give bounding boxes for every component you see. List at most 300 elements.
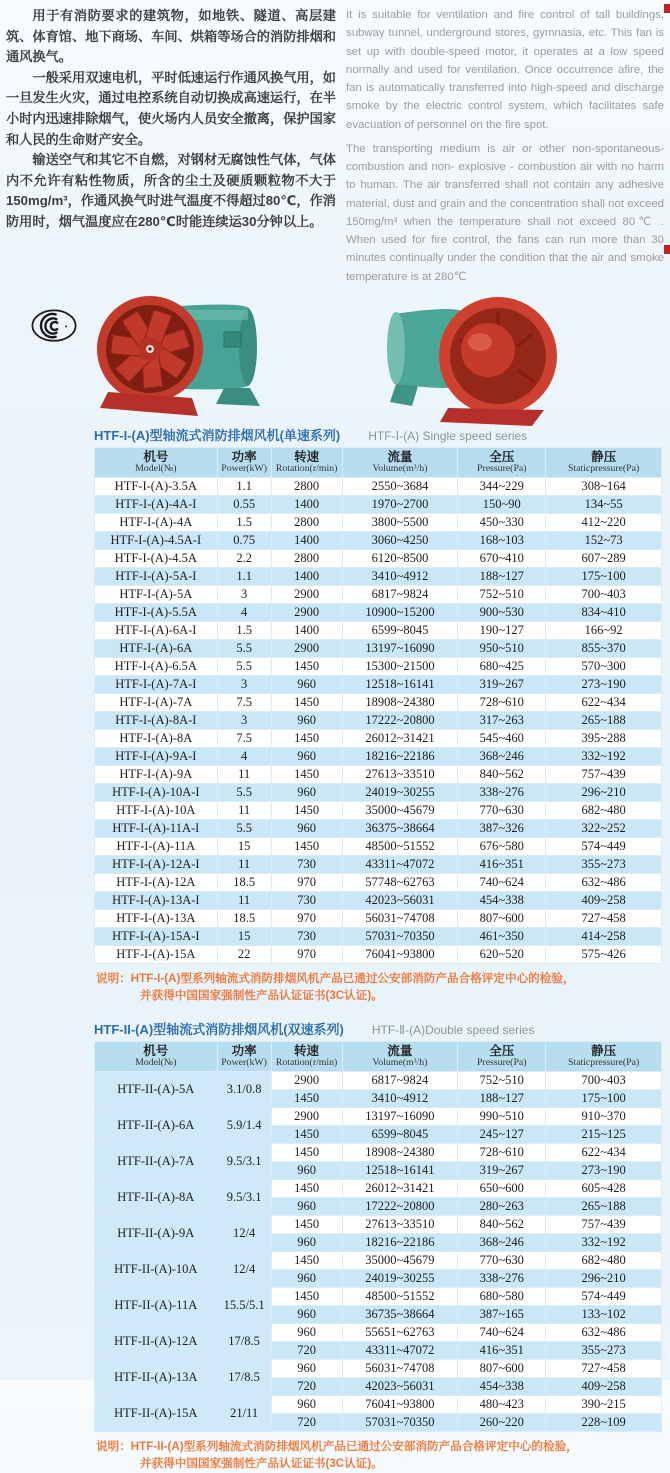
table2-cell: 728~610: [458, 1143, 546, 1161]
table1-cell: 1450: [271, 801, 342, 819]
table2-cell: 56031~74708: [342, 1359, 458, 1377]
table2-title: [94, 1019, 670, 1038]
table1-cell: 2900: [271, 639, 342, 657]
table1-cell: 35000~45679: [342, 801, 458, 819]
table2-cell: 12518~16141: [342, 1161, 458, 1179]
table1-cell: 168~103: [458, 531, 546, 549]
table1-cell: 166~92: [546, 621, 662, 639]
table1-cell: 26012~31421: [342, 729, 458, 747]
table1-row: [95, 477, 662, 495]
table1-cell: 13197~16090: [342, 639, 458, 657]
table1-row: [95, 585, 662, 603]
table2-model-cell: HTF-II-(A)-5A: [95, 1071, 218, 1107]
table1-cell: HTF-I-(A)-4.5A-I: [95, 531, 218, 549]
table1-cell: 188~127: [458, 567, 546, 585]
table1-cell: 3800~5500: [342, 513, 458, 531]
table1-cell: 395~288: [546, 729, 662, 747]
table2-row: [95, 1215, 662, 1233]
table1-cell: 11: [217, 801, 271, 819]
table2-cell: 175~100: [546, 1089, 662, 1107]
table1-row: [95, 909, 662, 927]
table1-cell: 1.1: [217, 567, 271, 585]
table1-row: [95, 819, 662, 837]
table1-cell: 2800: [271, 513, 342, 531]
table1-row: [95, 765, 662, 783]
table1-cell: HTF-I-(A)-10A: [95, 801, 218, 819]
table1-cell: 150~90: [458, 495, 546, 513]
table2-cell: 215~125: [546, 1125, 662, 1143]
table1-cell: 622~434: [546, 693, 662, 711]
table1-header-cell: 功率 Power(kW): [217, 447, 271, 477]
table1-cell: 36375~38664: [342, 819, 458, 837]
table1-note: [96, 970, 670, 1005]
table2-cell: 1450: [271, 1251, 342, 1269]
table1-cell: HTF-I-(A)-5.5A: [95, 603, 218, 621]
table1-cell: HTF-I-(A)-8A-I: [95, 711, 218, 729]
table1-cell: HTF-I-(A)-6.5A: [95, 657, 218, 675]
table2-cell: 76041~93800: [342, 1395, 458, 1413]
table2-cell: 454~338: [458, 1377, 546, 1395]
table1-cell: 273~190: [546, 675, 662, 693]
table1-cell: 18.5: [217, 873, 271, 891]
table1-cell: 727~458: [546, 909, 662, 927]
table2-cell: 332~192: [546, 1233, 662, 1251]
table1-cell: 960: [271, 819, 342, 837]
table2-cell: 6817~9824: [342, 1071, 458, 1089]
table2-cell: 43311~47072: [342, 1341, 458, 1359]
table2-cell: 355~273: [546, 1341, 662, 1359]
table1-cell: 676~580: [458, 837, 546, 855]
intro-en-paragraph-2: The transporting medium is air or other non-spontaneous-combustion and non- explosive - combustion air with no harm to human. The air transferred shall not contain any adhesive material, dust and grain and the concentration shall not exceed 150mg/m³ when the temperature shall not exceed 80℃ . When used for fire control, the fans can run more than 30 minutes continually under the condition that the air and smoke temperature is at 280℃: [346, 142, 664, 283]
table1-cell: 17222~20800: [342, 711, 458, 729]
table1-row: [95, 621, 662, 639]
table1-cell: HTF-I-(A)-3.5A: [95, 477, 218, 495]
table2-cell: 1450: [271, 1089, 342, 1107]
table1-row: [95, 837, 662, 855]
table1-cell: 11: [217, 855, 271, 873]
table2-power-cell: 21/11: [217, 1395, 271, 1431]
table1-cell: 2550~3684: [342, 477, 458, 495]
table1-cell: 970: [271, 909, 342, 927]
table1-header-cell: 转速 Rotation(r/min): [271, 447, 342, 477]
intro-cn-paragraph-2: 一般采用双速电机，平时低速运行作通风换气用，如一旦发生火灾，通过电控系统自动切换成高速运行，在半小时内迅速排除烟气，使火场内人员安全撤离，保护国家和人民的生命财产安全。: [6, 69, 336, 147]
table2-row: [95, 1071, 662, 1089]
table2-cell: 6599~8045: [342, 1125, 458, 1143]
table2-model-cell: HTF-II-(A)-11A: [95, 1287, 218, 1323]
table1-cell: 134~55: [546, 495, 662, 513]
table1-cell: 970: [271, 873, 342, 891]
table2-power-cell: 9.5/3.1: [217, 1143, 271, 1179]
table2-cell: 368~246: [458, 1233, 546, 1251]
table1-cell: 2900: [271, 585, 342, 603]
table1-cell: 42023~56031: [342, 891, 458, 909]
table2-cell: 840~562: [458, 1215, 546, 1233]
table2-model-cell: HTF-II-(A)-8A: [95, 1179, 218, 1215]
table2-power-cell: 12/4: [217, 1251, 271, 1287]
table2-cell: 960: [271, 1161, 342, 1179]
table1-row: [95, 855, 662, 873]
table2-power-cell: 15.5/5.1: [217, 1287, 271, 1323]
table1-cell: 840~562: [458, 765, 546, 783]
table2-cell: 416~351: [458, 1341, 546, 1359]
table1-cell: 730: [271, 927, 342, 945]
table1-cell: 322~252: [546, 819, 662, 837]
table2-cell: 680~580: [458, 1287, 546, 1305]
table2-cell: 2900: [271, 1071, 342, 1089]
table2-cell: 273~190: [546, 1161, 662, 1179]
table1-cell: 1970~2700: [342, 495, 458, 513]
table1-title-cn: HTF-I-(A)型轴流式消防排烟风机(单速系列): [94, 427, 341, 443]
table2-header-cell: 流量 Volume(m³/h): [342, 1041, 458, 1071]
table1-row: [95, 495, 662, 513]
table1-cell: 632~486: [546, 873, 662, 891]
table1-cell: 620~520: [458, 945, 546, 963]
table1-cell: 355~273: [546, 855, 662, 873]
table1-cell: 43311~47072: [342, 855, 458, 873]
table1-row: [95, 945, 662, 963]
table2-cell: 18908~24380: [342, 1143, 458, 1161]
page-edge-red-mark-top: [664, 4, 670, 13]
table2-cell: 27613~33510: [342, 1215, 458, 1233]
table2-title-cn: HTF-II-(A)型轴流式消防排烟风机(双速系列): [94, 1021, 344, 1037]
table1-cell: HTF-I-(A)-9A-I: [95, 747, 218, 765]
table1-cell: 700~403: [546, 585, 662, 603]
table1-cell: 387~326: [458, 819, 546, 837]
table1-cell: 319~267: [458, 675, 546, 693]
table1-note-line1: 说明：HTF-I-(A)型系列轴流式消防排烟风机产品已通过公安部消防产品合格评定中心的检验，: [96, 971, 575, 985]
table1-header-cell: 机号 Model(№): [95, 447, 218, 477]
table2-cell: 727~458: [546, 1359, 662, 1377]
table1-cell: 18216~22186: [342, 747, 458, 765]
table1-title-en: HTF-Ⅰ-(A) Single speed series: [368, 428, 528, 443]
table1-row: [95, 927, 662, 945]
table1-cell: 12518~16141: [342, 675, 458, 693]
table2-cell: 960: [271, 1269, 342, 1287]
table2-cell: 26012~31421: [342, 1179, 458, 1197]
table1-cell: 1450: [271, 657, 342, 675]
table1-cell: 1.5: [217, 621, 271, 639]
table2-cell: 245~127: [458, 1125, 546, 1143]
table1-cell: HTF-I-(A)-5A-I: [95, 567, 218, 585]
table1-cell: HTF-I-(A)-11A-I: [95, 819, 218, 837]
table1-cell: 15300~21500: [342, 657, 458, 675]
table1-cell: 1400: [271, 621, 342, 639]
table2-row: [95, 1143, 662, 1161]
double-speed-table: [94, 1041, 662, 1432]
table2-cell: 188~127: [458, 1089, 546, 1107]
table1-cell: 265~188: [546, 711, 662, 729]
table2-cell: 35000~45679: [342, 1251, 458, 1269]
table1-cell: HTF-I-(A)-4A: [95, 513, 218, 531]
table2-cell: 1450: [271, 1125, 342, 1143]
table1-cell: 0.75: [217, 531, 271, 549]
table1-cell: HTF-I-(A)-7A-I: [95, 675, 218, 693]
table2-power-cell: 17/8.5: [217, 1359, 271, 1395]
table1-note-line2: 并获得中国国家强制性产品认证证书(3C认证)。: [140, 989, 383, 1003]
table1-cell: 960: [271, 711, 342, 729]
table2-cell: 960: [271, 1197, 342, 1215]
table1-cell: 730: [271, 891, 342, 909]
table1-cell: 3: [217, 711, 271, 729]
table1-row: [95, 729, 662, 747]
table2-cell: 36735~38664: [342, 1305, 458, 1323]
table1-cell: 27613~33510: [342, 765, 458, 783]
table2-cell: 280~263: [458, 1197, 546, 1215]
intro-chinese: [6, 6, 336, 292]
table1-cell: HTF-I-(A)-15A-I: [95, 927, 218, 945]
intro-cn-paragraph-1: 用于有消防要求的建筑物，如地铁、隧道、高层建筑、体育馆、地下商场、车间、烘箱等场合的消防排烟和通风换气。: [6, 8, 336, 65]
table1-cell: 3060~4250: [342, 531, 458, 549]
table2-power-cell: 3.1/0.8: [217, 1071, 271, 1107]
table2-cell: 57031~70350: [342, 1413, 458, 1431]
table1-cell: 7.5: [217, 693, 271, 711]
table1-cell: 6599~8045: [342, 621, 458, 639]
table1-cell: 570~300: [546, 657, 662, 675]
intro-section: [0, 0, 670, 292]
table1-cell: HTF-I-(A)-12A: [95, 873, 218, 891]
table2-cell: 228~109: [546, 1413, 662, 1431]
table2-cell: 2900: [271, 1107, 342, 1125]
table2-power-cell: 5.9/1.4: [217, 1107, 271, 1143]
table1-cell: 960: [271, 675, 342, 693]
table1-cell: 57031~70350: [342, 927, 458, 945]
table1-cell: 5.5: [217, 639, 271, 657]
table1-cell: HTF-I-(A)-6A: [95, 639, 218, 657]
table1-row: [95, 549, 662, 567]
table2-model-cell: HTF-II-(A)-10A: [95, 1251, 218, 1287]
table2-cell: 960: [271, 1323, 342, 1341]
table2-cell: 390~215: [546, 1395, 662, 1413]
table2-cell: 910~370: [546, 1107, 662, 1125]
fan-image-single-speed: [92, 292, 274, 424]
table1-cell: 7.5: [217, 729, 271, 747]
table2-model-cell: HTF-II-(A)-15A: [95, 1395, 218, 1431]
table2-cell: 409~258: [546, 1377, 662, 1395]
table1-cell: 770~630: [458, 801, 546, 819]
table1-cell: 15: [217, 837, 271, 855]
table1-cell: 11: [217, 891, 271, 909]
table2-cell: 13197~16090: [342, 1107, 458, 1125]
table1-cell: 22: [217, 945, 271, 963]
table2-row: [95, 1287, 662, 1305]
table1-cell: 454~338: [458, 891, 546, 909]
table2-cell: 3410~4912: [342, 1089, 458, 1107]
table2-header-cell: 静压 Staticpressure(Pa): [546, 1041, 662, 1071]
table2-model-cell: HTF-II-(A)-12A: [95, 1323, 218, 1359]
table2-cell: 1450: [271, 1179, 342, 1197]
table1-cell: 950~510: [458, 639, 546, 657]
table1-cell: 175~100: [546, 567, 662, 585]
table2-cell: 319~267: [458, 1161, 546, 1179]
table1-cell: 730: [271, 855, 342, 873]
table1-cell: 461~350: [458, 927, 546, 945]
table2-cell: 260~220: [458, 1413, 546, 1431]
table1-cell: 152~73: [546, 531, 662, 549]
table1-cell: 6817~9824: [342, 585, 458, 603]
table1-cell: 960: [271, 747, 342, 765]
table2-cell: 720: [271, 1341, 342, 1359]
table1-cell: 48500~51552: [342, 837, 458, 855]
product-images-row: [0, 294, 670, 421]
table1-cell: 332~192: [546, 747, 662, 765]
table1-cell: 2800: [271, 477, 342, 495]
table1-cell: 670~410: [458, 549, 546, 567]
table1-cell: 5.5: [217, 819, 271, 837]
table2-row: [95, 1395, 662, 1413]
table1-cell: 10900~15200: [342, 603, 458, 621]
table1-row: [95, 531, 662, 549]
table2-model-cell: HTF-II-(A)-9A: [95, 1215, 218, 1251]
table2-cell: 265~188: [546, 1197, 662, 1215]
table1-cell: 3410~4912: [342, 567, 458, 585]
table1-row: [95, 567, 662, 585]
table1-cell: 24019~30255: [342, 783, 458, 801]
table2-cell: 605~428: [546, 1179, 662, 1197]
table2-header-cell: 功率 Power(kW): [217, 1041, 271, 1071]
table1-cell: 900~530: [458, 603, 546, 621]
table2-power-cell: 17/8.5: [217, 1323, 271, 1359]
intro-en-paragraph-1: It is suitable for ventilation and fire control of tall buildings, subway tunnel, underground stores, gymnasia, etc. This fan is set up with double-speed motor, it operates at a low speed normally and used for ventilation. Once occurrence afire, the fan is automatically transferred into high-speed and discharge smoke by the electric control system, which facilitates safe evacuation of personnel on the fire spot.: [346, 9, 664, 131]
table2-cell: 720: [271, 1377, 342, 1395]
table1-cell: 296~210: [546, 783, 662, 801]
table1-cell: 18908~24380: [342, 693, 458, 711]
table1-row: [95, 693, 662, 711]
table1-row: [95, 513, 662, 531]
table1-cell: HTF-I-(A)-10A-I: [95, 783, 218, 801]
table1-cell: 855~370: [546, 639, 662, 657]
table2-row: [95, 1107, 662, 1125]
table1-cell: 317~263: [458, 711, 546, 729]
table1-cell: 414~258: [546, 927, 662, 945]
table1-cell: 1.1: [217, 477, 271, 495]
table1-cell: 368~246: [458, 747, 546, 765]
table2-cell: 960: [271, 1233, 342, 1251]
table1-row: [95, 639, 662, 657]
table2-cell: 960: [271, 1395, 342, 1413]
table1-cell: 682~480: [546, 801, 662, 819]
table1-cell: 834~410: [546, 603, 662, 621]
table2-cell: 682~480: [546, 1251, 662, 1269]
table1-cell: 4: [217, 603, 271, 621]
table1-cell: 740~624: [458, 873, 546, 891]
table2-cell: 990~510: [458, 1107, 546, 1125]
table1-cell: 1450: [271, 693, 342, 711]
table1-cell: 3: [217, 675, 271, 693]
single-speed-table: [94, 447, 662, 964]
table1-header-cell: 全压 Pressure(Pa): [458, 447, 546, 477]
table1-row: [95, 711, 662, 729]
table1-cell: HTF-I-(A)-5A: [95, 585, 218, 603]
table1-cell: 2900: [271, 603, 342, 621]
table1-row: [95, 801, 662, 819]
table1-cell: 1450: [271, 765, 342, 783]
table1-row: [95, 891, 662, 909]
table1-cell: 1450: [271, 837, 342, 855]
table2-model-cell: HTF-II-(A)-13A: [95, 1359, 218, 1395]
table1-cell: 574~449: [546, 837, 662, 855]
table2-cell: 17222~20800: [342, 1197, 458, 1215]
table1-cell: 1400: [271, 567, 342, 585]
table1-cell: 2.2: [217, 549, 271, 567]
table2-header-row: [95, 1041, 662, 1071]
table1-cell: 2800: [271, 549, 342, 567]
table2-cell: 296~210: [546, 1269, 662, 1287]
table2-cell: 574~449: [546, 1287, 662, 1305]
table1-cell: 338~276: [458, 783, 546, 801]
table1-cell: HTF-I-(A)-7A: [95, 693, 218, 711]
table2-cell: 387~165: [458, 1305, 546, 1323]
table2-cell: 24019~30255: [342, 1269, 458, 1287]
intro-cn-paragraph-3: 输送空气和其它不自燃，对钢材无腐蚀性气体，气体内不允许有粘性物质，所含的尘土及硬质颗粒物不大于150mg/m³，作通风换气时进气温度不得超过80℃，作消防用时，烟气温度应在280℃时能连续运30分钟以上。: [6, 152, 336, 229]
table1-cell: HTF-I-(A)-9A: [95, 765, 218, 783]
ccc-mark-icon: [30, 308, 78, 344]
table1-cell: 1.5: [217, 513, 271, 531]
table1-cell: 1400: [271, 531, 342, 549]
table1-row: [95, 873, 662, 891]
table1-cell: HTF-I-(A)-8A: [95, 729, 218, 747]
table1-cell: 1400: [271, 495, 342, 513]
table1-cell: HTF-I-(A)-4.5A: [95, 549, 218, 567]
table2-cell: 752~510: [458, 1071, 546, 1089]
table2-cell: 55651~62763: [342, 1323, 458, 1341]
table1-cell: 412~220: [546, 513, 662, 531]
table1-cell: 57748~62763: [342, 873, 458, 891]
table2-note-line1: 说明：HTF-II-(A)型系列轴流式消防排烟风机产品已通过公安部消防产品合格评定中心的检验，: [96, 1439, 578, 1453]
table1-cell: 3: [217, 585, 271, 603]
table1-cell: HTF-I-(A)-12A-I: [95, 855, 218, 873]
table2-cell: 1450: [271, 1215, 342, 1233]
table2-header-cell: 机号 Model(№): [95, 1041, 218, 1071]
table2-cell: 42023~56031: [342, 1377, 458, 1395]
table1-cell: 680~425: [458, 657, 546, 675]
table1-cell: 757~439: [546, 765, 662, 783]
table1-cell: 344~229: [458, 477, 546, 495]
table1-row: [95, 675, 662, 693]
table2-row: [95, 1359, 662, 1377]
table1-cell: 5.5: [217, 657, 271, 675]
table1-cell: 6120~8500: [342, 549, 458, 567]
table1-cell: 5.5: [217, 783, 271, 801]
table1-header-row: [95, 447, 662, 477]
table1-cell: 18.5: [217, 909, 271, 927]
table1-cell: 76041~93800: [342, 945, 458, 963]
table2-cell: 807~600: [458, 1359, 546, 1377]
table1-cell: 970: [271, 945, 342, 963]
table1-cell: HTF-I-(A)-13A: [95, 909, 218, 927]
table1-cell: 56031~74708: [342, 909, 458, 927]
table2-row: [95, 1179, 662, 1197]
table1-cell: HTF-I-(A)-11A: [95, 837, 218, 855]
table1-cell: HTF-I-(A)-15A: [95, 945, 218, 963]
table1-cell: 728~610: [458, 693, 546, 711]
table1-cell: HTF-I-(A)-6A-I: [95, 621, 218, 639]
table1-row: [95, 657, 662, 675]
table1-cell: 15: [217, 927, 271, 945]
table1-cell: 1450: [271, 729, 342, 747]
table2-power-cell: 12/4: [217, 1215, 271, 1251]
table1-cell: 416~351: [458, 855, 546, 873]
table2-model-cell: HTF-II-(A)-6A: [95, 1107, 218, 1143]
table2-cell: 720: [271, 1413, 342, 1431]
table2-header-cell: 全压 Pressure(Pa): [458, 1041, 546, 1071]
table2-cell: 700~403: [546, 1071, 662, 1089]
table2-note: [96, 1438, 670, 1473]
table2-power-cell: 9.5/3.1: [217, 1179, 271, 1215]
table2-model-cell: HTF-II-(A)-7A: [95, 1143, 218, 1179]
table2-cell: 740~624: [458, 1323, 546, 1341]
table2-cell: 632~486: [546, 1323, 662, 1341]
table2-cell: 622~434: [546, 1143, 662, 1161]
